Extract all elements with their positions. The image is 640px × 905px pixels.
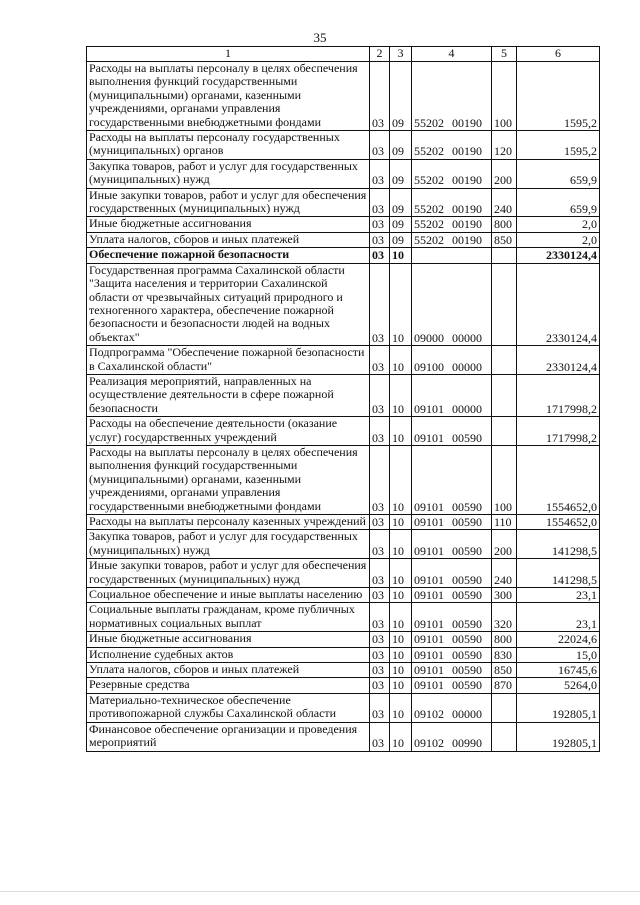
header-col-3: 3 [390,47,412,62]
row-article-code: 09101 [414,663,444,678]
row-section: 03 [370,632,390,647]
row-article-direction: 00590 [452,632,482,647]
row-article-direction: 00590 [452,678,482,693]
row-target-article [412,632,492,647]
header-col-4: 4 [412,47,492,62]
row-target-article [412,445,492,514]
row-subsection: 10 [390,263,412,345]
row-section: 03 [370,678,390,693]
row-expense-type: 240 [492,559,517,588]
row-subsection: 10 [390,603,412,632]
row-amount: 192805,1 [517,693,600,722]
row-expense-type: 120 [492,131,517,160]
row-name: Государственная программа Сахалинской области "Защита населения и территории Сахалинской области от чрезвычайных ситуаций природного и техногенного характера, обеспечение пожарной безопасности и безопасности людей на водных объектах" [87,263,370,345]
table-row [87,647,600,662]
row-name: Иные закупки товаров, работ и услуг для обеспечения государственных (муниципальных) нужд [87,188,370,217]
row-section: 03 [370,417,390,446]
row-name: Иные бюджетные ассигнования [87,217,370,232]
row-expense-type [492,417,517,446]
row-section: 03 [370,515,390,530]
row-amount: 23,1 [517,603,600,632]
table-row [87,632,600,647]
row-article-direction: 00590 [452,572,482,587]
row-amount: 2330124,4 [517,346,600,375]
scan-edge-line [0,891,640,892]
row-subsection: 09 [390,217,412,232]
row-article-direction: 00000 [452,401,482,416]
row-subsection: 10 [390,248,412,263]
row-article-direction: 00590 [452,647,482,662]
row-amount: 1717998,2 [517,374,600,416]
row-name: Резервные средства [87,678,370,693]
row-expense-type: 100 [492,445,517,514]
row-subsection: 09 [390,62,412,131]
row-expense-type: 850 [492,232,517,247]
table-row [87,588,600,603]
row-target-article [412,603,492,632]
row-article-code: 09102 [414,736,444,751]
row-subsection: 10 [390,722,412,751]
row-subsection: 10 [390,346,412,375]
row-name: Расходы на выплаты персоналу государственных (муниципальных) органов [87,131,370,160]
row-article-direction: 00190 [452,232,482,247]
row-amount: 2330124,4 [517,248,600,263]
row-expense-type: 110 [492,515,517,530]
row-name: Закупка товаров, работ и услуг для государственных (муниципальных) нужд [87,159,370,188]
row-expense-type [492,693,517,722]
header-col-5: 5 [492,47,517,62]
row-article-direction: 00590 [452,543,482,558]
row-article-direction: 00190 [452,115,482,130]
table-row [87,232,600,247]
row-article-direction: 00590 [452,663,482,678]
row-name: Уплата налогов, сборов и иных платежей [87,663,370,678]
row-article-code: 55202 [414,173,444,188]
budget-table [86,46,600,752]
row-target-article [412,588,492,603]
table-row [87,515,600,530]
row-expense-type: 300 [492,588,517,603]
row-subsection: 09 [390,232,412,247]
row-section: 03 [370,588,390,603]
row-target-article [412,559,492,588]
row-amount: 1595,2 [517,131,600,160]
row-article-direction: 00190 [452,144,482,159]
row-article-direction: 00190 [452,217,482,232]
row-article-direction: 00590 [452,499,482,514]
row-article-direction: 00590 [452,515,482,529]
row-amount: 23,1 [517,588,600,603]
row-subsection: 10 [390,693,412,722]
row-article-code: 55202 [414,144,444,159]
row-article-code: 09101 [414,616,444,631]
row-expense-type [492,248,517,263]
row-name: Исполнение судебных актов [87,647,370,662]
row-section: 03 [370,232,390,247]
row-section: 03 [370,722,390,751]
row-expense-type: 800 [492,632,517,647]
row-expense-type: 200 [492,159,517,188]
table-row [87,693,600,722]
row-target-article [412,62,492,131]
row-subsection: 10 [390,530,412,559]
row-section: 03 [370,693,390,722]
table-row [87,445,600,514]
table-row [87,159,600,188]
row-subsection: 10 [390,417,412,446]
row-target-article [412,374,492,416]
row-article-code: 09101 [414,678,444,693]
row-article-direction: 00590 [452,588,482,603]
row-name: Расходы на выплаты персоналу в целях обеспечения выполнения функций государственными (муниципальными) органами, казенными учреждениями, органами управления государственными внебюджетными фондами [87,62,370,131]
row-name: Обеспечение пожарной безопасности [87,248,370,263]
row-article-code: 09101 [414,401,444,416]
row-expense-type: 200 [492,530,517,559]
row-target-article [412,131,492,160]
row-amount: 22024,6 [517,632,600,647]
row-article-direction: 00190 [452,173,482,188]
row-article-code: 09100 [414,359,444,374]
row-section: 03 [370,159,390,188]
table-row [87,263,600,345]
row-article-direction: 00590 [452,430,482,445]
row-article-code: 09101 [414,647,444,662]
table-row [87,346,600,375]
row-amount: 2330124,4 [517,263,600,345]
row-article-direction: 00590 [452,616,482,631]
row-section: 03 [370,263,390,345]
row-amount: 15,0 [517,647,600,662]
row-name: Иные закупки товаров, работ и услуг для обеспечения государственных (муниципальных) нужд [87,559,370,588]
row-expense-type [492,263,517,345]
row-section: 03 [370,445,390,514]
row-section: 03 [370,647,390,662]
row-section: 03 [370,217,390,232]
table-row [87,722,600,751]
table-body [87,62,600,752]
row-amount: 16745,6 [517,663,600,678]
row-subsection: 10 [390,632,412,647]
row-target-article [412,515,492,530]
row-article-direction: 00000 [452,359,482,374]
row-expense-type: 240 [492,188,517,217]
row-expense-type: 850 [492,663,517,678]
row-article-direction: 00190 [452,202,482,217]
row-amount: 141298,5 [517,530,600,559]
row-amount: 192805,1 [517,722,600,751]
table-row [87,417,600,446]
row-target-article [412,417,492,446]
row-article-direction: 00000 [452,330,482,345]
row-article-code: 09101 [414,430,444,445]
page-number: 35 [313,30,327,45]
row-target-article [412,159,492,188]
row-amount: 141298,5 [517,559,600,588]
row-amount: 2,0 [517,232,600,247]
row-target-article [412,647,492,662]
row-expense-type: 320 [492,603,517,632]
row-name: Социальное обеспечение и иные выплаты населению [87,588,370,603]
header-col-2: 2 [370,47,390,62]
row-article-code: 55202 [414,115,444,130]
row-article-code: 55202 [414,202,444,217]
table-row [87,131,600,160]
row-amount: 659,9 [517,188,600,217]
row-article-code: 09000 [414,330,444,345]
row-name: Расходы на обеспечение деятельности (оказание услуг) государственных учреждений [87,417,370,446]
row-subsection: 10 [390,647,412,662]
row-subsection: 10 [390,678,412,693]
row-name: Социальные выплаты гражданам, кроме публичных нормативных социальных выплат [87,603,370,632]
row-subsection: 10 [390,445,412,514]
header-col-1: 1 [87,47,370,62]
row-name: Подпрограмма "Обеспечение пожарной безопасности в Сахалинской области" [87,346,370,375]
row-target-article [412,678,492,693]
row-target-article [412,693,492,722]
row-target-article [412,722,492,751]
row-expense-type [492,722,517,751]
row-name: Закупка товаров, работ и услуг для государственных (муниципальных) нужд [87,530,370,559]
row-subsection: 10 [390,515,412,530]
row-target-article [412,248,492,263]
row-section: 03 [370,374,390,416]
table-row [87,188,600,217]
row-section: 03 [370,248,390,263]
row-article-code: 09101 [414,588,444,603]
table-row [87,62,600,131]
table-row [87,603,600,632]
row-name: Финансовое обеспечение организации и проведения мероприятий [87,722,370,751]
row-amount: 2,0 [517,217,600,232]
row-article-code: 55202 [414,217,444,232]
row-article-direction: 00990 [452,736,482,751]
row-target-article [412,188,492,217]
row-target-article [412,232,492,247]
row-expense-type [492,374,517,416]
row-article-code: 55202 [414,232,444,247]
row-subsection: 09 [390,159,412,188]
row-amount: 1554652,0 [517,445,600,514]
row-expense-type: 870 [492,678,517,693]
header-col-6: 6 [517,47,600,62]
row-article-code: 09101 [414,543,444,558]
row-amount: 1595,2 [517,62,600,131]
row-name: Расходы на выплаты персоналу казенных учреждений [87,515,370,530]
row-name: Иные бюджетные ассигнования [87,632,370,647]
row-amount: 1554652,0 [517,515,600,530]
table-row [87,663,600,678]
table-row [87,217,600,232]
row-section: 03 [370,346,390,375]
row-name: Уплата налогов, сборов и иных платежей [87,232,370,247]
row-article-code: 09101 [414,499,444,514]
row-subsection: 09 [390,188,412,217]
row-subsection: 09 [390,131,412,160]
row-section: 03 [370,530,390,559]
row-amount: 659,9 [517,159,600,188]
table-row [87,530,600,559]
table-row [87,678,600,693]
row-subsection: 10 [390,559,412,588]
row-article-code: 09101 [414,572,444,587]
row-target-article [412,263,492,345]
row-subsection: 10 [390,374,412,416]
table-row [87,374,600,416]
row-section: 03 [370,603,390,632]
row-subsection: 10 [390,588,412,603]
row-name: Расходы на выплаты персоналу в целях обеспечения выполнения функций государственными (муниципальными) органами, казенными учреждениями, органами управления государственными внебюджетными фондами [87,445,370,514]
row-expense-type [492,346,517,375]
row-name: Реализация мероприятий, направленных на осуществление деятельности в сфере пожарной безопасности [87,374,370,416]
row-article-direction: 00000 [452,707,482,722]
row-article-code: 09102 [414,707,444,722]
row-target-article [412,346,492,375]
table-row [87,248,600,263]
row-section: 03 [370,131,390,160]
header-row [87,47,600,62]
table-row [87,559,600,588]
row-amount: 5264,0 [517,678,600,693]
row-expense-type: 100 [492,62,517,131]
row-target-article [412,530,492,559]
row-subsection: 10 [390,663,412,678]
row-expense-type: 830 [492,647,517,662]
row-section: 03 [370,62,390,131]
row-target-article [412,217,492,232]
row-section: 03 [370,188,390,217]
row-amount: 1717998,2 [517,417,600,446]
row-section: 03 [370,663,390,678]
row-name: Материально-техническое обеспечение противопожарной службы Сахалинской области [87,693,370,722]
row-article-code: 09101 [414,515,444,529]
row-target-article [412,663,492,678]
row-article-code: 09101 [414,632,444,647]
row-expense-type: 800 [492,217,517,232]
row-section: 03 [370,559,390,588]
